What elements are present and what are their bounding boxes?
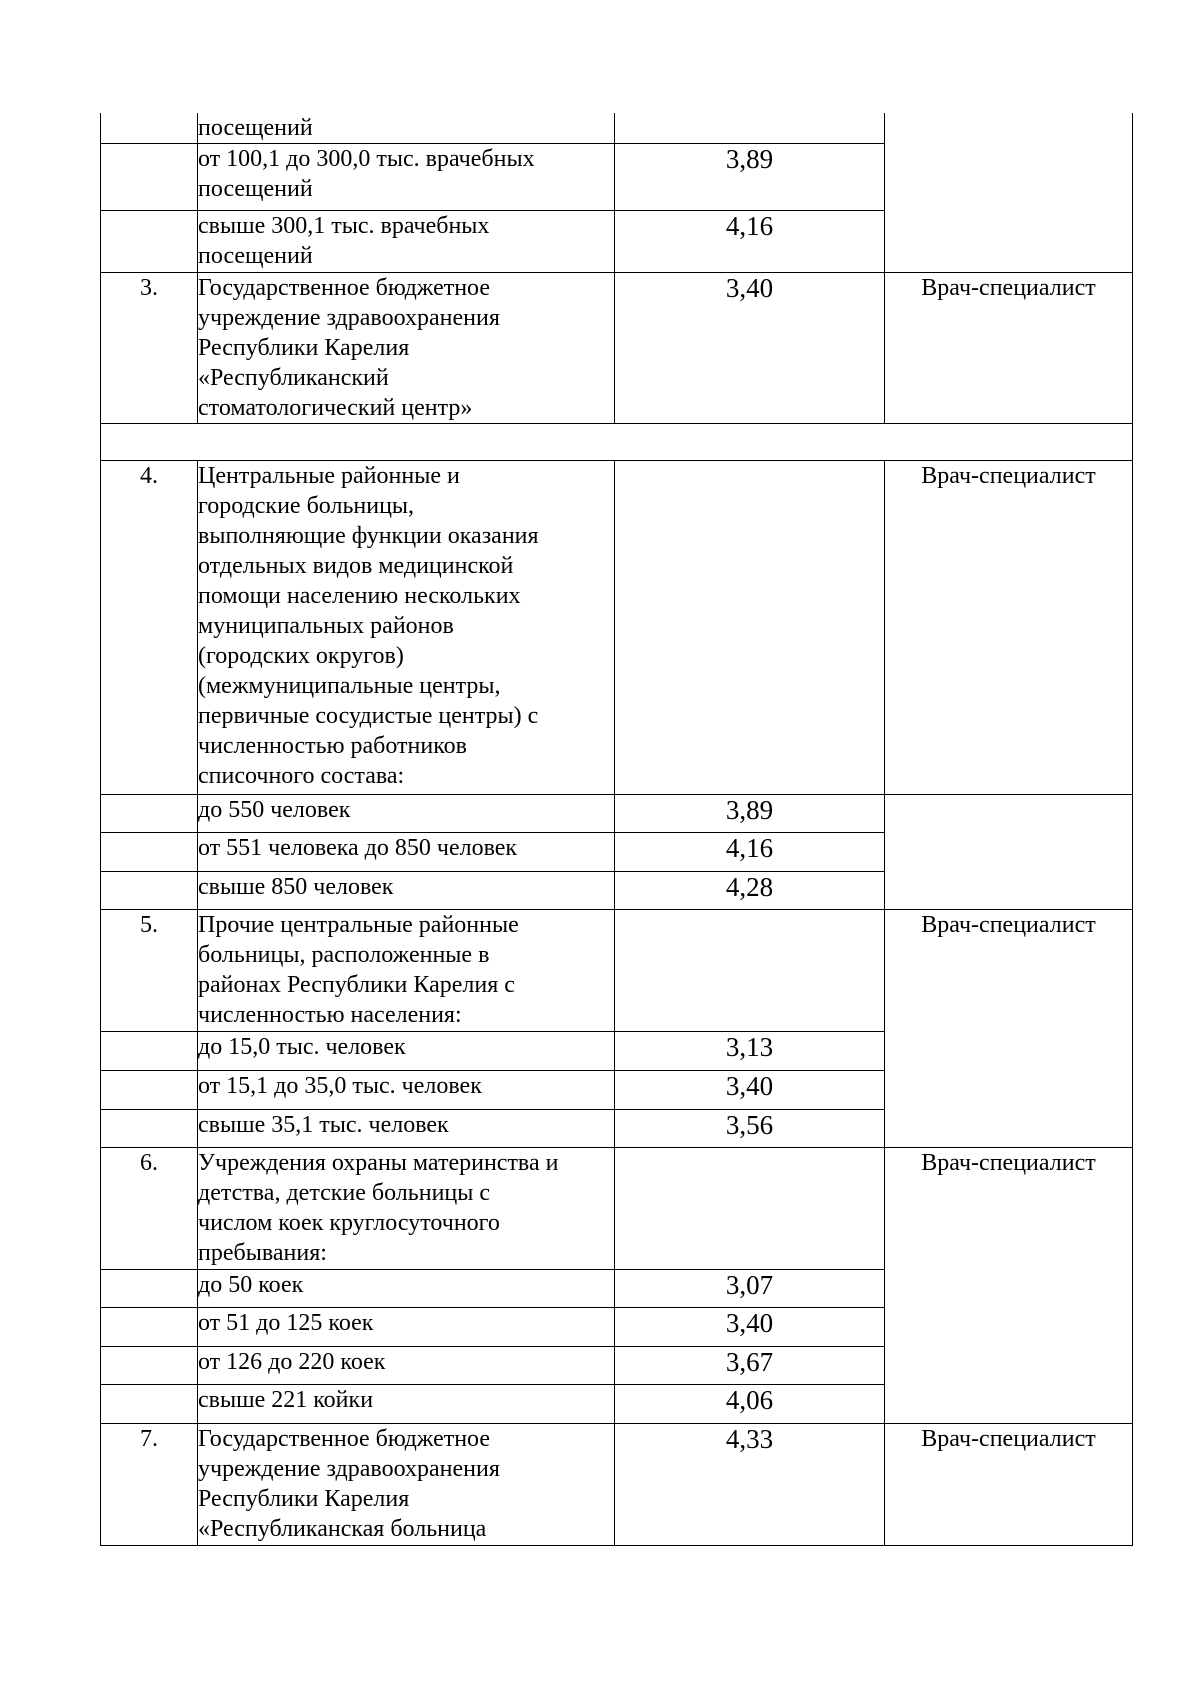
row-number: 4. (101, 461, 198, 795)
row-number (101, 1308, 198, 1347)
row-coefficient: 3,40 (615, 273, 885, 424)
table-row-empty (101, 424, 1133, 461)
row-name: Государственное бюджетное учреждение здравоохранения Республики Карелия «Республиканская больница (198, 1424, 615, 1546)
row-number (101, 872, 198, 910)
row-name: Центральные районные и городские больницы, выполняющие функции оказания отдельных видов медицинской помощи населению нескольких муниципальных районов (городских округов) (межмуниципальные центры, первичные сосудистые центры) с численностью работников списочного состава: (198, 461, 615, 795)
table-row (101, 461, 1133, 795)
row-name: от 51 до 125 коек (198, 1308, 615, 1347)
row-coefficient: 3,89 (615, 795, 885, 833)
row-coefficient (615, 461, 885, 795)
row-number (101, 211, 198, 273)
row-position (885, 113, 1133, 273)
row-coefficient: 4,16 (615, 211, 885, 273)
row-name: Прочие центральные районные больницы, расположенные в районах Республики Карелия с численностью населения: (198, 910, 615, 1032)
row-name: от 15,1 до 35,0 тыс. человек (198, 1071, 615, 1110)
row-coefficient: 4,16 (615, 833, 885, 872)
table-row (101, 910, 1133, 1032)
row-coefficient (615, 910, 885, 1032)
row-position (885, 795, 1133, 910)
row-coefficient: 3,07 (615, 1270, 885, 1308)
table-row (101, 273, 1133, 424)
row-coefficient: 4,28 (615, 872, 885, 910)
row-number (101, 144, 198, 211)
row-number (101, 1071, 198, 1110)
row-name: от 551 человека до 850 человек (198, 833, 615, 872)
row-name: Учреждения охраны материнства и детства, детские больницы с числом коек круглосуточного пребывания: (198, 1148, 615, 1270)
row-name: от 100,1 до 300,0 тыс. врачебных посещений (198, 144, 615, 211)
row-coefficient: 3,56 (615, 1110, 885, 1148)
row-number (101, 1032, 198, 1071)
row-coefficient: 3,89 (615, 144, 885, 211)
row-coefficient: 4,06 (615, 1385, 885, 1424)
row-number (101, 113, 198, 144)
row-position: Врач-специалист (885, 910, 1133, 1148)
row-number: 5. (101, 910, 198, 1032)
row-position: Врач-специалист (885, 1424, 1133, 1546)
table-row (101, 1424, 1133, 1546)
row-name: свыше 850 человек (198, 872, 615, 910)
row-number: 6. (101, 1148, 198, 1270)
empty-cell (101, 424, 1133, 461)
row-coefficient: 3,67 (615, 1347, 885, 1385)
row-name: свыше 300,1 тыс. врачебных посещений (198, 211, 615, 273)
row-coefficient: 3,40 (615, 1308, 885, 1347)
row-name: свыше 35,1 тыс. человек (198, 1110, 615, 1148)
row-number (101, 833, 198, 872)
row-coefficient: 3,40 (615, 1071, 885, 1110)
table-row (101, 1148, 1133, 1270)
row-number: 7. (101, 1424, 198, 1546)
row-name: до 550 человек (198, 795, 615, 833)
row-position: Врач-специалист (885, 461, 1133, 795)
row-name: от 126 до 220 коек (198, 1347, 615, 1385)
coefficients-table (100, 113, 1133, 1546)
row-position: Врач-специалист (885, 1148, 1133, 1424)
row-number (101, 795, 198, 833)
row-coefficient (615, 1148, 885, 1270)
row-number (101, 1270, 198, 1308)
row-name: Государственное бюджетное учреждение здравоохранения Республики Карелия «Республиканский стоматологический центр» (198, 273, 615, 424)
row-name: свыше 221 койки (198, 1385, 615, 1424)
row-name: до 15,0 тыс. человек (198, 1032, 615, 1071)
row-coefficient: 4,33 (615, 1424, 885, 1546)
row-number (101, 1347, 198, 1385)
row-name: посещений (198, 113, 615, 144)
row-coefficient (615, 113, 885, 144)
row-position: Врач-специалист (885, 273, 1133, 424)
row-number: 3. (101, 273, 198, 424)
table-row (101, 795, 1133, 833)
row-number (101, 1385, 198, 1424)
row-name: до 50 коек (198, 1270, 615, 1308)
row-coefficient: 3,13 (615, 1032, 885, 1071)
table-row (101, 113, 1133, 144)
row-number (101, 1110, 198, 1148)
